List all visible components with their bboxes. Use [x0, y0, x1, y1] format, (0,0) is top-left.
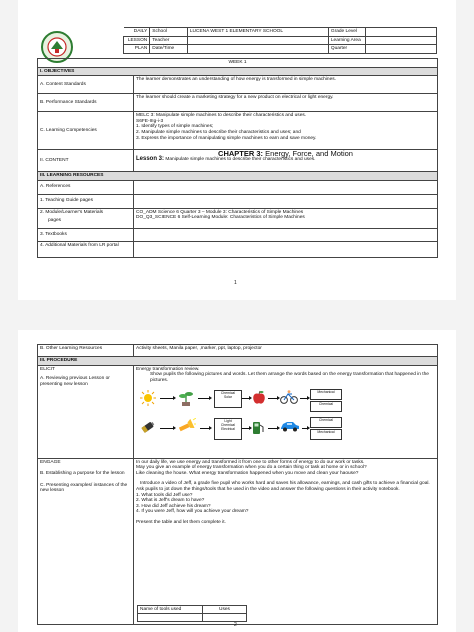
- resources-heading: III. LEARNING RESOURCES: [38, 172, 438, 181]
- engage-line: 3. How did Jeff achieve his dream?: [136, 503, 211, 509]
- fuel-pump-icon: [252, 420, 264, 435]
- arrow-icon: [200, 428, 210, 429]
- elicit-label-cell: [38, 365, 134, 458]
- tools-table: [137, 605, 247, 623]
- engage-sub-label-b: B. Establishing a purpose for the lesson: [40, 471, 125, 477]
- elicit-content: [134, 365, 438, 458]
- procedure-table: [37, 344, 438, 625]
- competencies-label: C. Learning Competencies: [38, 112, 134, 150]
- engage-line: Like cleaning the house. What energy transformation happened when you move and clean your haouse?: [136, 470, 359, 476]
- module-label-line: 2. Module/Learner's Materials: [40, 209, 104, 215]
- energy-box-row2-3: [310, 429, 342, 440]
- page-number: 2: [234, 622, 237, 628]
- additional-materials-label: 4. Additional Materials from LR portal: [38, 241, 134, 257]
- module-label: [38, 208, 134, 228]
- engage-line: Present the table and let them complete it.: [136, 519, 226, 525]
- sun-icon: [140, 390, 156, 406]
- other-resources-label: B. Other Learning Resources: [38, 345, 134, 357]
- date-time-value: [187, 45, 328, 54]
- arrow-icon: [160, 428, 174, 429]
- lesson-text: Manipulate simple machines to describe their characteristics and uses.: [165, 156, 316, 162]
- engage-line: 4. If you were Jeff, how will you achieve your dream?: [136, 509, 249, 515]
- quarter-value: [366, 45, 437, 54]
- dll-lesson: LESSON: [124, 36, 150, 45]
- flashlight-icon: [178, 418, 196, 434]
- elicit-line: Energy transformation review.: [136, 366, 200, 372]
- engage-content: [134, 458, 438, 624]
- tools-cell: [203, 614, 247, 622]
- grade-level-label: Grade Level: [328, 28, 366, 37]
- chapter-number: CHAPTER 3:: [218, 149, 264, 159]
- lesson-label: Lesson 3:: [136, 155, 165, 162]
- competencies-value: [134, 112, 438, 150]
- performance-standards-label: B. Performance Standards: [38, 94, 134, 112]
- energy-box-row2-2: [310, 417, 342, 428]
- competency-line: S6FE-IIIg-i-3: [136, 118, 164, 124]
- school-label: School: [150, 28, 188, 37]
- energy-label: Chemical: [318, 401, 334, 406]
- module-line: DO_Q3_SCIENCE 6 Self-Learning Module: Characteristics of Simple Machines: [136, 215, 305, 221]
- week-label: WEEK 1: [38, 59, 438, 68]
- energy-label: Electrical: [221, 427, 235, 431]
- procedure-heading: III. PROCEDURE: [38, 357, 438, 366]
- arrow-icon: [160, 398, 174, 399]
- engage-line: 2. What is Jeff's dream to have?: [136, 498, 205, 504]
- arrow-icon: [242, 428, 250, 429]
- module-value: [134, 208, 438, 228]
- quarter-label: Quarter: [328, 45, 366, 54]
- tools-header-name: Name of tools used: [138, 605, 203, 614]
- apple-icon: [252, 390, 266, 405]
- module-line: CO_ADM Science 6 Quarter 3 – Module 3: Characteristics of Simple Machines: [136, 209, 304, 215]
- energy-label: Solar: [224, 394, 232, 399]
- learning-area-value: [366, 36, 437, 45]
- energy-label: Mechanical: [317, 389, 335, 394]
- engage-sub-label-c: C. Presenting examples/ instances of the new lesson: [40, 482, 128, 494]
- teacher-value: [187, 36, 328, 45]
- elicit-line: Show pupils the following pictures and words. Let them arrange the words based on the energy transformation that happened in the pictures.: [150, 372, 429, 383]
- elicit-label: ELICIT: [40, 366, 55, 372]
- module-label-pages: pages: [48, 218, 62, 224]
- content-label: II. CONTENT: [38, 150, 134, 172]
- engage-line: Introduce a video of Jeff, a grade five pupil who works hard and saves his allowance, earnings, and cash gifts to achieve a financial goal.: [140, 481, 430, 487]
- energy-box-row1-1: [214, 390, 242, 408]
- teacher-label: Teacher: [150, 36, 188, 45]
- teaching-guide-label: 1. Teaching Guide pages: [38, 194, 134, 208]
- competency-line: 3. Express the importance of manipulating simple machines to earn and save money.: [136, 135, 317, 141]
- competency-line: 1. Identify types of simple machines;: [136, 124, 214, 130]
- performance-standards-value: The learner should create a marketing strategy for a new product on electrical or light energy.: [134, 94, 438, 112]
- content-standards-value: The learner demonstrates an understanding of how energy is transformed in simple machines.: [134, 76, 438, 94]
- arrow-icon: [242, 398, 250, 399]
- engage-line: 1. What tools did Jeff use?: [136, 492, 193, 498]
- dll-daily: DAILY: [124, 28, 150, 37]
- dll-plan: PLAN: [124, 45, 150, 54]
- bicycle-icon: [280, 390, 298, 404]
- battery-icon: [140, 420, 156, 434]
- arrow-icon: [268, 428, 278, 429]
- header-table: [37, 27, 437, 54]
- energy-box-row2-1: [214, 418, 242, 440]
- car-icon: [280, 420, 300, 432]
- energy-label: Mechanical: [317, 429, 335, 434]
- arrow-icon: [300, 398, 308, 399]
- tools-cell: [138, 614, 203, 622]
- other-resources-value: Activity sheets, Manila paper, ,marker, ppt, laptop, projector: [134, 345, 438, 357]
- engage-label: ENGAGE: [40, 459, 61, 465]
- engage-line: In our daily life, we use energy and transformed it from one to other forms of energy to do our work or tasks.: [136, 459, 365, 465]
- learning-area-label: Learning Area: [328, 36, 366, 45]
- tools-header-uses: Uses: [203, 605, 247, 614]
- energy-label: Chemical: [220, 390, 236, 395]
- energy-box-row1-3: [310, 401, 342, 412]
- competency-line: 2. Manipulate simple machines to describe their characteristics and uses; and: [136, 129, 301, 135]
- engage-line: May you give an example of energy transformation when you do a certain thing or task at home or in school?: [136, 465, 367, 471]
- references-value: [134, 180, 438, 194]
- page-number: 1: [234, 280, 237, 286]
- teaching-guide-value: [134, 194, 438, 208]
- textbooks-value: [134, 228, 438, 241]
- objectives-heading: I. OBJECTIVES: [38, 67, 438, 76]
- content-standards-label: A. Content Standards: [38, 76, 134, 94]
- engage-label-cell: [38, 458, 134, 624]
- engage-line: Ask pupils to jot down the things/tools that he used in the video and answer the following questions in their activity notebook.: [136, 486, 400, 492]
- competency-line: MELC 3: Manipulate simple machines to describe their characteristics and uses.: [136, 113, 307, 119]
- chapter-title: Energy, Force, and Motion: [265, 149, 353, 159]
- energy-box-row1-2: [310, 389, 342, 400]
- page-2: [18, 330, 456, 632]
- additional-materials-value: [134, 241, 438, 257]
- textbooks-label: 3. Textbooks: [38, 228, 134, 241]
- energy-label: Chemical: [220, 422, 236, 427]
- energy-label: Chemical: [318, 417, 334, 422]
- energy-label: Light: [224, 418, 232, 423]
- arrow-icon: [302, 428, 308, 429]
- school-value: LUCENA WEST 1 ELEMENTARY SCHOOL: [187, 28, 328, 37]
- grade-level-value: [366, 28, 437, 37]
- page-1: [18, 0, 456, 300]
- plant-icon: [178, 388, 194, 406]
- objectives-table: [37, 58, 438, 258]
- references-label: A. References: [38, 180, 134, 194]
- arrow-icon: [268, 398, 278, 399]
- content-value: [134, 150, 438, 172]
- arrow-icon: [198, 398, 210, 399]
- date-time-label: Date/Time: [150, 45, 188, 54]
- elicit-sub-label: A. Reviewing previous Lesson or presenting new lesson: [40, 376, 110, 387]
